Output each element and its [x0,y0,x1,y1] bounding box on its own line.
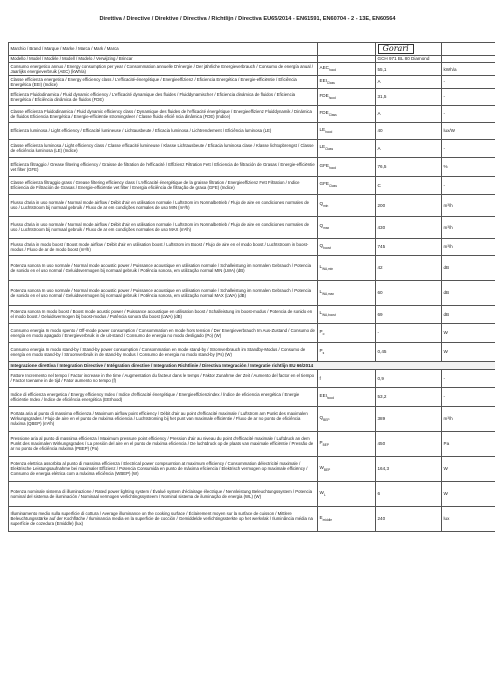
row-unit: % [442,157,495,176]
table-row [9,406,495,431]
row-description: Potenza nominale sistema di illuminazione / Rated power lighting system / Évalué system d'éclairage électrique / Nennleistung Beleuchtungssystem / Potencia nominal del sistema de iluminación / Nominaal vermogen verlichtingssysteem / Nominal sistema de iluminação de energia (WL) (W) [9,481,318,506]
row-symbol: $EEI_{Class}$ [318,76,376,89]
row-symbol: $L_{WA,boost}$ [318,305,376,323]
row-unit: dB [442,280,495,305]
row-unit: Pa [442,431,495,456]
table-row [9,305,495,323]
row-description: Portata aria al punto di massima efficienza / Maximum airflow point efficiency / Débit d'air au point d'efficacité maximale / Luftstrom am Punkt des maximalen Wirkungsgrades / Flujo de aire en el punto de máxima eficiencia / Luchtstroming bij het punt van maximale efficiëntie / Fluxo de ar no ponto de eficiência máxima (QBEP) (m³/h) [9,406,318,431]
table-row [9,43,495,56]
row-description: Marchio / Brand / Marque / Marke / Marca / Mark / Marca [9,43,318,56]
row-unit: - [442,176,495,194]
row-symbol: $P_o$ [318,323,376,342]
table-row [9,456,495,481]
table-row [9,216,495,238]
row-description: Potenza sonora In modo boost / Boost mode acustic power / Puissance acoustique en utilisation boost / Schalleistung im boost-modus / Potencia de sonido en el modo boost / Geluidsvermogen bij boost-modus / Potência sonora tão boost (LWA) (dB) [9,305,318,323]
row-description: Efficienza filtraggio / Grease filtering efficiency / Graisse de filtration de l'efficacité / Effizienz Filtration Fett / Eficiencia de filtración de Grasas / Energie-efficiëntie vet filter (GFE) [9,157,318,176]
table-row [9,255,495,280]
row-symbol: $L_{WA,min}$ [318,255,376,280]
table-row [9,280,495,305]
document-title: Direttiva / Directive / Direktive / Directiva / Richtlijn / Directiva EU65/2014 - EN61591, EN60704 - 2 - 13E, EN60564 [99,16,396,22]
table-row [9,387,495,406]
row-value: 53,2 [376,387,442,406]
row-description: Consumo energetico annuo / Energy consumption per year / Consommation annuelle D'énergie / Der jährliche Energieverbrauch / Consumo de energía anual / Jaarlijks energieverbruik (AEC) (kWh/a) [9,63,318,76]
row-value: 430 [376,216,442,238]
row-description: Illuminamento medio sulla superficie di cottura / Average illuminance on the cooking surface / Éclairement moyen sur la surface de cuisson / Mittlere Beleuchtungsstärke auf der Kochfläche / Iluminancia media en la superficie de cocción / Gemiddelde verlichtingssterkte op het werkvlak / Iluminância média na superfície de cozedura (Emiddle) (lux) [9,506,318,531]
row-symbol: f [318,369,376,387]
row-value: 745 [376,238,442,255]
row-description: Classe efficienza energetica / Energy efficiency class / L'efficacité-énergétique / Energieeffizienz / Eficiencia Energética / Energie-efficiëntie / Eficiência Energética (EEI) (Indice) [9,76,318,89]
row-description: Consumo energia In modo spento / Off-mode power consumption / Consommation en mode hors tension / Der Energieverbrauch Im Aus-Zustand / Consumo de energía en modo apagado / Energieverbruik in de uit-stand / Consumo de energia no modo desligado (Po) (W) [9,323,318,342]
row-value: 60 [376,280,442,305]
row-symbol: $E_{middle}$ [318,506,376,531]
row-description: Classe efficienza filtraggio grass / Grease filtering efficiency class / L'efficacité énergétique de la graisse filtration / Energieeffizienz Fett Filtration / Indice Eficiencia de Filtración de Grasas / Energie-efficiëntie vet filter / Energia eficiência de filtração de graxa (GFE) (Indice) [9,176,318,194]
row-symbol: $EEI_{hood}$ [318,387,376,406]
row-unit: - [442,387,495,406]
row-symbol: $P_s$ [318,342,376,361]
row-value: 450 [376,431,442,456]
table-row [9,55,495,63]
row-value: 40 [376,122,442,139]
row-description: Classe efficienza Fluidodinamica / Fluid dynamic efficiency class / Dynamique des fluides de l'efficacité énergétique / Energieeffizienz Fluiddynamik / Dinámica de fluidos Eficiencia Energética / Energie-efficiëntie stromingsleer / Classe fluido eficiê ncia dinâmica (FDE) (Indice) [9,105,318,122]
row-description: Pressione aria al punto di massima efficienza / Maximum pressure point efficiency / Pression d'air au niveau du point d'efficacité maximale / Luftdruck an dem Punkt des maximalen Wirkungsgrades / La presión del aire en el punto de máxima eficiencia / De luchtdruck op de plaats van maximale efficiëntie / Pressão de ar no ponto de eficiência máxima (PBEP) (Pa) [9,431,318,456]
row-value: 200 [376,194,442,216]
row-symbol: $GFE_{Class}$ [318,176,376,194]
row-value: 55,1 [376,63,442,76]
section-heading: Integrazione direttiva / Integration Directive / Intégration directive / Integration Richtlinie / Directiva Integración / Integratie richtlijn EU 66/2014 [9,361,495,369]
row-unit: W [442,456,495,481]
row-value: 389 [376,406,442,431]
brand-logo: Gorari [378,44,414,54]
table-row [9,238,495,255]
row-unit: m³/h [442,238,495,255]
row-unit [442,55,495,63]
document-page [8,14,487,532]
row-value: 240 [376,506,442,531]
row-symbol [318,55,376,63]
row-unit: - [442,105,495,122]
table-row [9,369,495,387]
row-description: Fattore Incremento nel tempo / Factor increase in the time / Augmentation du facteur dans le temps / Faktor Zunahme der Zeit / Aumento del factor en el tiempo / Factor toename in de tijd / Fator aumento no tempo (f) [9,369,318,387]
table-row [9,323,495,342]
table-row [9,139,495,157]
table-row [9,105,495,122]
row-value: 0,45 [376,342,442,361]
row-symbol: $Q_{min}$ [318,194,376,216]
row-description: Flusso d'aria in uso normale / Normal mode airflow / Débit d'air en utilisation normale / Luftstrom im Normalbetrieb / Flujo de aire en condiciones normales de uso / Luchtstroom bij normaal gebruik / Fluxo de ar em condições normales de uso MAX (m³/h) [9,216,318,238]
row-unit: kWh/a [442,63,495,76]
table-row [9,506,495,531]
table-row [9,431,495,456]
row-unit [442,43,495,56]
row-value: 0,9 [376,369,442,387]
row-unit: W [442,342,495,361]
row-unit: dB [442,255,495,280]
row-unit: - [442,139,495,157]
row-unit: - [442,369,495,387]
row-unit: m³/h [442,216,495,238]
section-row [9,361,495,369]
row-symbol: $W_{BEP}$ [318,456,376,481]
row-description: Indice di efficienza energetica / Energy efficiency Index / Indice d'efficacité énergétique / Energieeffizienzindex / Índice de eficiencia energética / Energie efficiëntie Index / Índice de eficiência energética (EEIhood) [9,387,318,406]
row-unit: m³/h [442,406,495,431]
specification-table [8,42,495,532]
row-description: Potenza sonora In uso normale / Normal mode acoustic power / Puissance acoustique en utilisation normale / Schalleistung im normalen Gebrauch / Potencia de sonido en el uso normal / Geluidsvermogen bij normaal gebruik / Potência sonora, em utilização normal MAX (LWA) (dB) [9,280,318,305]
row-symbol: $L_{WA,max}$ [318,280,376,305]
row-value: 76,5 [376,157,442,176]
row-unit: W [442,481,495,506]
table-row [9,481,495,506]
row-unit: W [442,323,495,342]
row-symbol: $W_L$ [318,481,376,506]
row-symbol: $LE_{hood}$ [318,122,376,139]
row-value: 6 [376,481,442,506]
row-description: Potenza sonora In uso normale / Normal mode acoustic power / Puissance acoustique en utilisation normale / Schalleistung im normalen Gebrauch / Potencia de sonido en el uso normal / Geluidsvermogen bij normaal gebruik / Potência sonora, em utilização normal MIN (LWA) (dB) [9,255,318,280]
row-value: 42 [376,255,442,280]
row-symbol: $AEC_{hood}$ [318,63,376,76]
row-unit: lux [442,506,495,531]
row-value [376,43,442,56]
table-row [9,194,495,216]
table-row [9,157,495,176]
table-row [9,122,495,139]
row-value: - [376,323,442,342]
row-symbol: $Q_{max}$ [318,216,376,238]
table-row [9,342,495,361]
row-description: Flusso d'aria in modo boost / Boost mode airflow / Débit d'air en utilisation boost / Luftstrom im Boost / Flujo de aire en el modo boost / Luchtstroom in boost-modus / Fluxo de ar de modo boost (m³/h) [9,238,318,255]
table-row [9,76,495,89]
row-description: Consumo energia In modo stand-by / Stand-by power consumption / Consommation en mode stand-by / Stromverbrauch im Standby-Modus / Consumo de energía en modo stand-by / Stroomverbruik in de stand-by modus / Consumo de energia no modo stand-by (Ps) (W) [9,342,318,361]
row-unit: m³/h [442,194,495,216]
table-row [9,63,495,76]
row-description: Classe efficienza luminosa / Light efficiency class / Classe efficacité lumineuse / Klasse Lichtausbeute / Eficacia luminosa clase / Klasse lichtopbrengst / Classe de eficiência luminosa (LE) (Indice) [9,139,318,157]
row-unit: lux/W [442,122,495,139]
row-unit: dB [442,305,495,323]
row-symbol: $Q_{boost}$ [318,238,376,255]
table-row [9,176,495,194]
row-value: 31,5 [376,88,442,105]
row-unit: - [442,88,495,105]
row-symbol: $FDE_{Class}$ [318,105,376,122]
row-symbol: $P_{BEP}$ [318,431,376,456]
table-row [9,88,495,105]
row-symbol: $FDE_{hood}$ [318,88,376,105]
row-value: A [376,76,442,89]
row-description: Modello / Model / Modèle / Modell / Modelo / Verwijzing / Brincar [9,55,318,63]
row-unit: - [442,76,495,89]
row-symbol: $LE_{Class}$ [318,139,376,157]
row-description: Efficienza Fluidodinamica / Fluid dynamic efficiency / L'efficacité dynamique des fluides / Fluiddynamischer / Eficiencia dinámica de fluidos / Eficiencia Energética / Eficiência dinâmica de fluidos (FDE) [9,88,318,105]
row-value: C [376,176,442,194]
row-symbol: $GFE_{hood}$ [318,157,376,176]
row-symbol: $Q_{BEP}$ [318,406,376,431]
row-symbol [318,43,376,56]
row-description: Flusso d'aria in uso normale / Normal mode airflow / Débit d'air en utilisation normale / Luftstrom im Normalbetrieb / Flujo de aire en condiciones normales de uso / Luchtstroom bij normaal gebruik / Fluxo de ar em condições normales de uso MIN (m³/h) [9,194,318,216]
row-value: A [376,105,442,122]
row-value: 69 [376,305,442,323]
row-value: A [376,139,442,157]
row-value: GCH 971 BL 80 Diamond [376,55,442,63]
row-description: Potenza elettrica assorbita al punto di massima efficienza / Electrical power compsumtion at maximum efficiency / Consommation délectricité maximale / Elektrische Leistungsaufnahme bei maximaler Effizienz / Potencia Consumida en punto de máxima eficiencia / Elektrisch vermogen op maximale efficiëncy / Consumo de energia elétrica com a máxima eficiência (WBEP) (W) [9,456,318,481]
row-value: 164,3 [376,456,442,481]
row-description: Efficienza luminosa / Light efficiency / Efficacité lumineuse / Lichtausbeute / Eficacia luminosa / Lichtrendement / Eficiência luminosa (LE) [9,122,318,139]
